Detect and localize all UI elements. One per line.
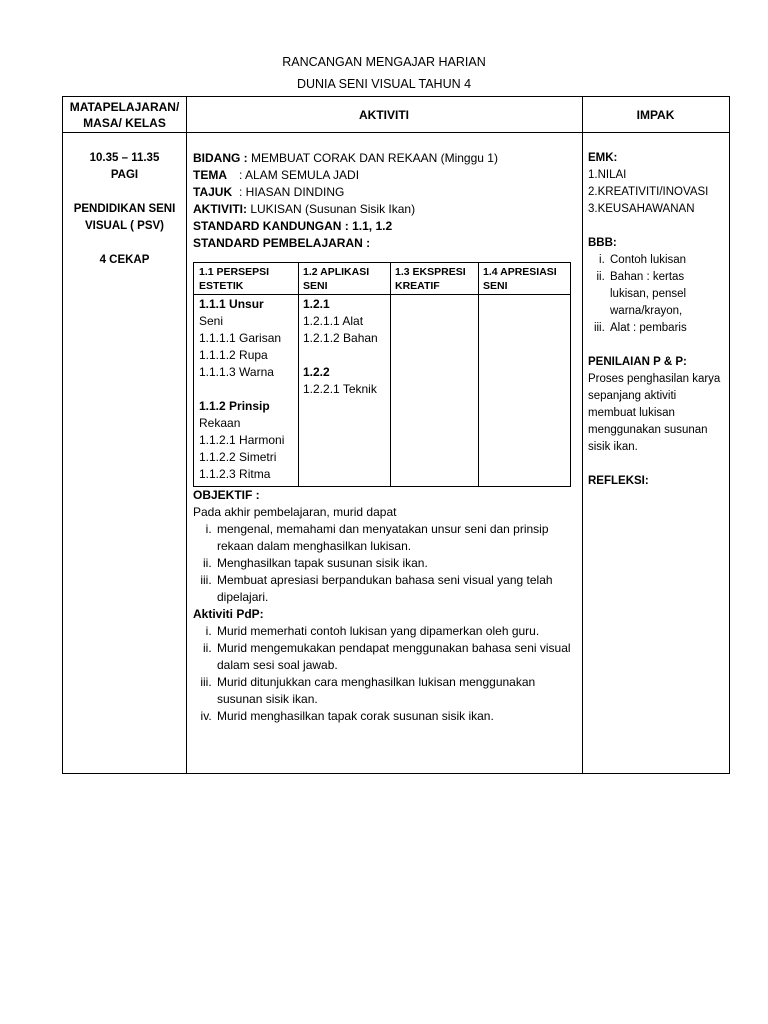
- list-item: ii. Bahan : kertas lukisan, pensel warna/krayon,: [608, 269, 726, 320]
- inner-item: 1.2.2: [303, 365, 330, 379]
- objektif-list: [193, 521, 578, 606]
- tajuk-line: [193, 184, 578, 201]
- column-divider: [582, 97, 583, 773]
- list-item: ii. Murid mengemukakan pendapat menggunakan bahasa seni visual dalam sesi soal jawab.: [215, 640, 578, 674]
- penilaian-text: Proses penghasilan karya sepanjang aktiviti membuat lukisan menggunakan susunan sisik ikan.: [588, 373, 721, 453]
- list-item: iii. Membuat apresiasi berpandukan bahasa seni visual yang telah dipelajari.: [215, 572, 578, 606]
- header-activity: AKTIVITI: [359, 108, 409, 122]
- header-subject: MATAPELAJARAN/ MASA/ KELAS: [69, 100, 180, 130]
- inner-item: 1.1.1 Unsur: [199, 297, 264, 311]
- aktiviti-line: [193, 201, 578, 218]
- inner-header: 1.3 EKSPRESI KREATIF: [395, 266, 466, 292]
- standard-kandungan-line: [193, 218, 578, 235]
- column-divider: [186, 97, 187, 773]
- bbb-list: [588, 252, 726, 337]
- inner-item: 1.1.2.2 Simetri: [199, 450, 277, 464]
- inner-item: 1.2.1.1 Alat: [303, 314, 364, 328]
- list-item: i. Contoh lukisan: [608, 252, 726, 269]
- pdp-label: Aktiviti PdP:: [193, 607, 264, 621]
- inner-item: Seni: [199, 314, 224, 328]
- inner-header-divider: [194, 294, 570, 295]
- inner-header: 1.1 PERSEPSI ESTETIK: [199, 266, 270, 292]
- aktiviti-value: LUKISAN (Susunan Sisik Ikan): [250, 202, 416, 216]
- list-item: 3.KEUSAHAWANAN: [588, 203, 695, 215]
- inner-header: 1.4 APRESIASI SENI: [483, 266, 557, 292]
- aplikasi-seni-cell: [303, 296, 389, 398]
- bidang-line: [193, 150, 578, 167]
- inner-header: 1.2 APLIKASI SENI: [303, 266, 370, 292]
- time-text: 10.35 – 11.35: [89, 152, 160, 164]
- objektif-intro: Pada akhir pembelajaran, murid dapat: [193, 505, 397, 519]
- list-item: iii. Alat : pembaris: [608, 320, 726, 337]
- tema-value: : ALAM SEMULA JADI: [239, 168, 360, 182]
- standards-table: [193, 262, 571, 487]
- header-divider: [63, 132, 729, 133]
- standard-pembelajaran-label: STANDARD PEMBELAJARAN :: [193, 236, 371, 250]
- inner-item: 1.1.2.3 Ritma: [199, 467, 271, 481]
- inner-item: 1.1.2 Prinsip: [199, 399, 270, 413]
- header-impact: IMPAK: [636, 108, 675, 122]
- inner-item: 1.1.1.1 Garisan: [199, 331, 282, 345]
- pdp-list: [193, 623, 578, 725]
- class-text: 4 CEKAP: [99, 254, 150, 266]
- inner-col-divider: [478, 263, 479, 486]
- bidang-label: BIDANG :: [193, 151, 248, 165]
- document-title: RANCANGAN MENGAJAR HARIAN: [282, 55, 486, 69]
- tajuk-value: : HIASAN DINDING: [239, 185, 345, 199]
- inner-item: Rekaan: [199, 416, 241, 430]
- subject-cell: [63, 150, 186, 269]
- tajuk-label: TAJUK: [193, 185, 233, 199]
- inner-col-divider: [298, 263, 299, 486]
- list-item: iii. Murid ditunjukkan cara menghasilkan lukisan menggunakan susunan sisik ikan.: [215, 674, 578, 708]
- refleksi-label: REFLEKSI:: [588, 475, 649, 487]
- inner-item: 1.2.1.2 Bahan: [303, 331, 378, 345]
- list-item: iv. Murid menghasilkan tapak corak susunan sisik ikan.: [215, 708, 578, 725]
- tema-label: TEMA: [193, 168, 227, 182]
- document-subtitle: DUNIA SENI VISUAL TAHUN 4: [296, 77, 472, 91]
- impact-cell: [588, 150, 726, 490]
- list-item: i. Murid memerhati contoh lukisan yang dipamerkan oleh guru.: [215, 623, 578, 640]
- list-item: 1.NILAI: [588, 169, 627, 181]
- emk-label: EMK:: [588, 152, 618, 164]
- inner-item: 1.1.2.1 Harmoni: [199, 433, 285, 447]
- period-text: PAGI: [110, 169, 139, 181]
- bidang-value: MEMBUAT CORAK DAN REKAAN (Minggu 1): [251, 151, 498, 165]
- penilaian-label: PENILAIAN P & P:: [588, 356, 687, 368]
- objektif-label: OBJEKTIF :: [193, 488, 260, 502]
- subject-text: PENDIDIKAN SENI VISUAL ( PSV): [73, 203, 176, 232]
- activity-cell: [193, 150, 578, 725]
- inner-col-divider: [390, 263, 391, 486]
- standard-kandungan-label: STANDARD KANDUNGAN :: [193, 219, 349, 233]
- persepsi-estetik-cell: [199, 296, 297, 483]
- inner-item: 1.1.1.2 Rupa: [199, 348, 268, 362]
- inner-item: 1.2.2.1 Teknik: [303, 382, 377, 396]
- inner-item: 1.2.1: [303, 297, 330, 311]
- list-item: i. mengenal, memahami dan menyatakan unsur seni dan prinsip rekaan dalam menghasilkan lukisan.: [215, 521, 578, 555]
- tema-line: [193, 167, 578, 184]
- inner-item: 1.1.1.3 Warna: [199, 365, 274, 379]
- list-item: ii. Menghasilkan tapak susunan sisik ikan.: [215, 555, 578, 572]
- bbb-label: BBB:: [588, 237, 617, 249]
- standard-kandungan-value: 1.1, 1.2: [352, 219, 393, 233]
- list-item: 2.KREATIVITI/INOVASI: [588, 186, 709, 198]
- aktiviti-label: AKTIVITI:: [193, 202, 247, 216]
